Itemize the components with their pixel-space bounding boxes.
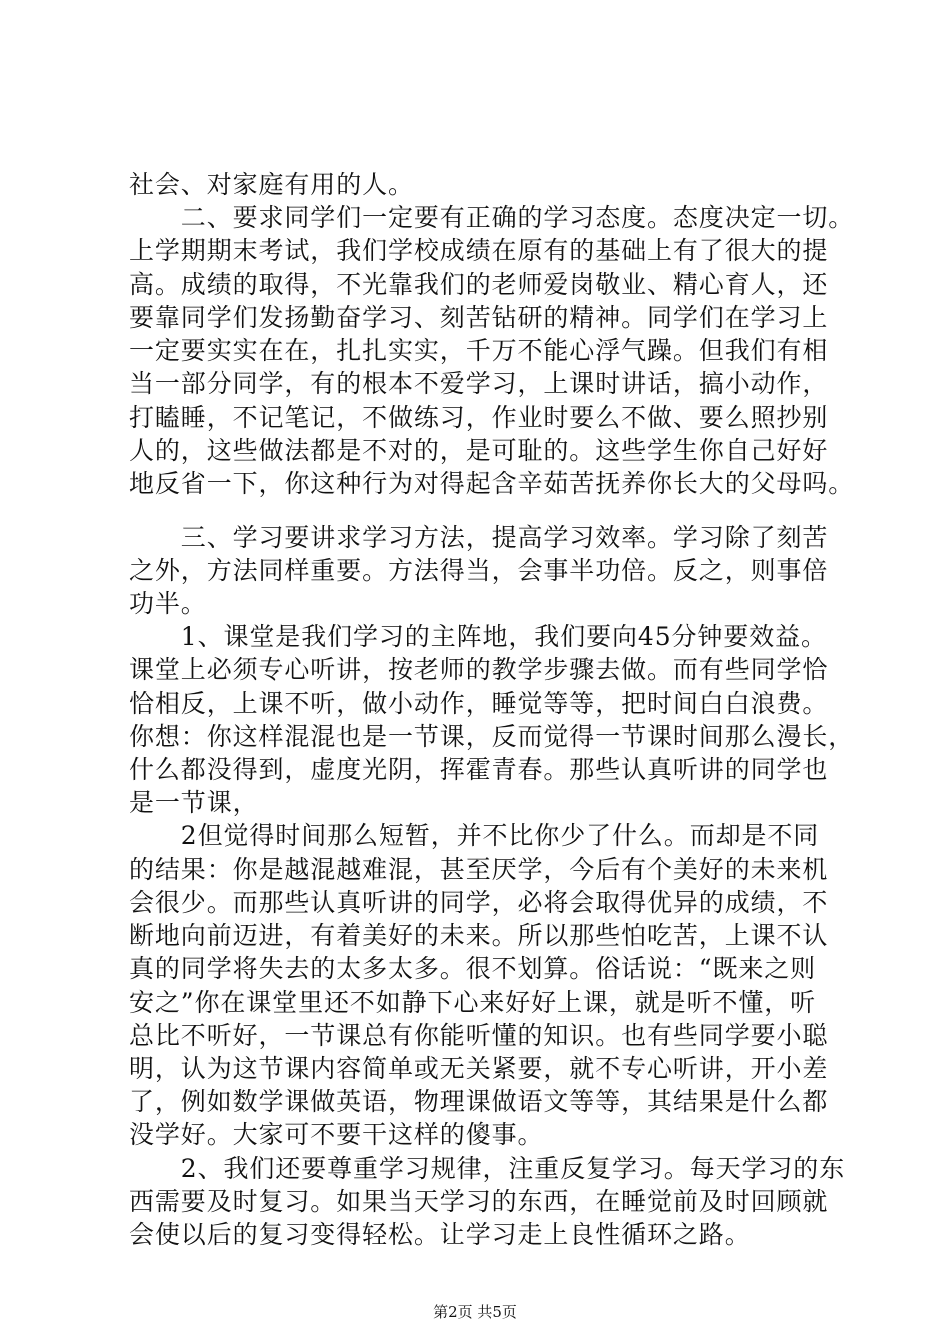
text-line: 的结果：你是越混越难混，甚至厌学，今后有个美好的未来机 — [129, 855, 829, 884]
text-line: 你想：你这样混混也是一节课，反而觉得一节课时间那么漫长， — [129, 722, 855, 751]
text-line: 三、学习要讲求学习方法，提高学习效率。学习除了刻苦 — [129, 523, 829, 552]
text-line: 了，例如数学课做英语，物理课做语文等等，其结果是什么都 — [129, 1087, 829, 1116]
text-line: 功半。 — [129, 589, 207, 618]
text-line: 2但觉得时间那么短暂，并不比你少了什么。而却是不同 — [129, 821, 820, 850]
text-line: 一定要实实在在，扎扎实实，千万不能心浮气躁。但我们有相 — [129, 336, 829, 365]
text-line: 1、课堂是我们学习的主阵地，我们要向45分钟要效益。 — [129, 622, 827, 651]
text-line: 要靠同学们发扬勤奋学习、刻苦钻研的精神。同学们在学习上 — [129, 303, 829, 332]
text-line: 明，认为这节课内容简单或无关紧要，就不专心听讲，开小差 — [129, 1054, 829, 1083]
text-line: 地反省一下，你这种行为对得起含辛茹苦抚养你长大的父母吗。 — [129, 469, 855, 498]
text-line: 西需要及时复习。如果当天学习的东西，在睡觉前及时回顾就 — [129, 1187, 829, 1216]
text-line: 之外，方法同样重要。方法得当，会事半功倍。反之，则事倍 — [129, 556, 829, 585]
text-line: 是一节课， — [129, 788, 259, 817]
text-line: 什么都没得到，虚度光阴，挥霍青春。那些认真听讲的同学也 — [129, 755, 829, 784]
text-line: 安之”你在课堂里还不如静下心来好好上课，就是听不懂，听 — [129, 988, 817, 1017]
text-line: 2、我们还要尊重学习规律，注重反复学习。每天学习的东 — [129, 1154, 846, 1183]
text-line: 课堂上必须专心听讲，按老师的教学步骤去做。而有些同学恰 — [129, 655, 829, 684]
text-line: 高。成绩的取得，不光靠我们的老师爱岗敬业、精心育人，还 — [129, 270, 829, 299]
text-line: 社会、对家庭有用的人。 — [129, 170, 414, 199]
text-line: 没学好。大家可不要干这样的傻事。 — [129, 1120, 544, 1149]
text-line: 会很少。而那些认真听讲的同学，必将会取得优异的成绩，不 — [129, 888, 829, 917]
text-line: 上学期期末考试，我们学校成绩在原有的基础上有了很大的提 — [129, 236, 829, 265]
text-line: 当一部分同学，有的根本不爱学习，上课时讲话，搞小动作， — [129, 369, 829, 398]
text-line: 真的同学将失去的太多太多。很不划算。俗话说：“既来之则 — [129, 954, 817, 983]
text-line: 断地向前迈进，有着美好的未来。所以那些怕吃苦，上课不认 — [129, 921, 829, 950]
text-line: 总比不听好，一节课总有你能听懂的知识。也有些同学要小聪 — [129, 1021, 829, 1050]
page-footer: 第2页 共5页 — [433, 1303, 517, 1321]
text-line: 会使以后的复习变得轻松。让学习走上良性循环之路。 — [129, 1220, 751, 1249]
text-line: 恰相反，上课不听，做小动作，睡觉等等，把时间白白浪费。 — [129, 689, 829, 718]
text-line: 人的，这些做法都是不对的，是可耻的。这些学生你自己好好 — [129, 436, 829, 465]
text-line: 打瞌睡，不记笔记，不做练习，作业时要么不做、要么照抄别 — [129, 403, 829, 432]
text-line: 二、要求同学们一定要有正确的学习态度。态度决定一切。 — [129, 203, 855, 232]
